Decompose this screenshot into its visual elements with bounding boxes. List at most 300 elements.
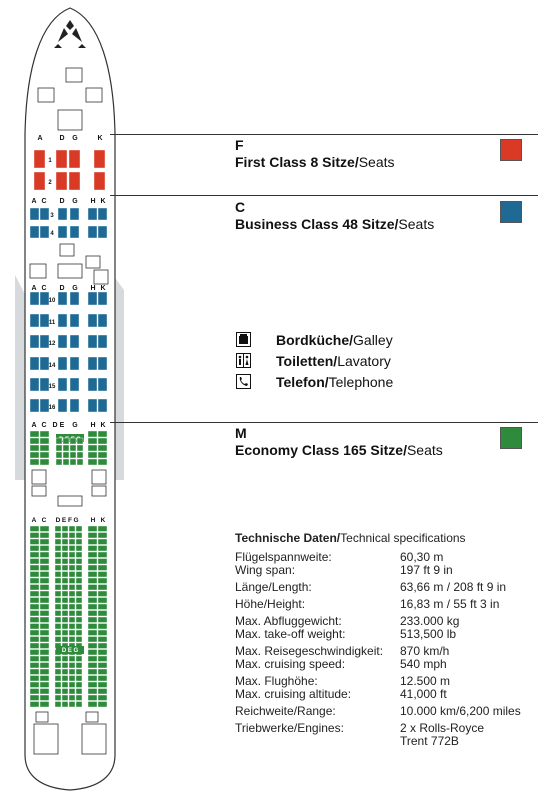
economy-class-seat <box>40 445 49 451</box>
economy-class-seat <box>98 624 107 630</box>
economy-class-seat <box>76 611 82 617</box>
economy-class-seat <box>40 656 49 662</box>
economy-class-seat <box>88 459 97 465</box>
economy-class-seat <box>62 585 68 591</box>
galley-block <box>32 486 46 496</box>
economy-class-seat <box>40 572 49 578</box>
economy-class-seat <box>69 552 75 558</box>
class-title: Business Class 48 Sitze/Seats <box>235 216 435 232</box>
economy-class-seat <box>88 650 97 656</box>
economy-class-seat <box>98 663 107 669</box>
economy-class-seat <box>88 572 97 578</box>
economy-class-seat <box>98 630 107 636</box>
seat-column-label: E <box>59 422 65 429</box>
first-class-swatch <box>500 139 522 161</box>
economy-class-seat <box>56 445 62 451</box>
lavatory-block <box>30 264 46 278</box>
business-class-seat <box>58 314 67 327</box>
seat-column-label: H <box>90 285 96 292</box>
economy-class-seat <box>76 682 82 688</box>
economy-class-seat <box>69 559 75 565</box>
economy-class-seat <box>98 598 107 604</box>
business-class-seat <box>58 357 67 370</box>
economy-class-seat <box>55 624 61 630</box>
galley-block <box>58 264 82 278</box>
economy-class-seat <box>98 643 107 649</box>
economy-class-seat <box>98 559 107 565</box>
economy-class-seat <box>76 676 82 682</box>
spec-label <box>235 722 405 735</box>
economy-class-seat <box>63 445 69 451</box>
spec-row <box>235 705 535 718</box>
galley-block <box>82 724 106 754</box>
economy-class-seat <box>40 676 49 682</box>
economy-class-seat <box>30 656 39 662</box>
class-code: C <box>235 199 246 215</box>
business-class-seat <box>30 357 39 370</box>
lavatory-block <box>32 470 46 484</box>
spec-label <box>235 705 405 718</box>
economy-class-seat <box>76 624 82 630</box>
economy-class-seat <box>55 656 61 662</box>
spec-label <box>235 598 405 611</box>
business-class-seat <box>58 226 67 238</box>
seat-column-label: K <box>97 135 103 142</box>
galley-block <box>58 110 82 130</box>
economy-class-seat <box>55 585 61 591</box>
economy-class-seat <box>30 591 39 597</box>
economy-class-seat <box>40 611 49 617</box>
economy-class-seat <box>88 702 97 708</box>
telephone-icon <box>236 374 251 389</box>
seat-column-label: C <box>41 198 47 205</box>
economy-class-seat <box>40 565 49 571</box>
economy-class-seat <box>40 643 49 649</box>
economy-class-seat <box>88 695 97 701</box>
spec-value <box>400 722 535 748</box>
economy-class-seat <box>76 637 82 643</box>
economy-class-seat <box>40 438 49 444</box>
economy-class-seat <box>40 585 49 591</box>
economy-class-seat <box>40 630 49 636</box>
economy-class-seat <box>63 452 69 458</box>
business-class-seat <box>98 314 107 327</box>
economy-class-seat <box>30 578 39 584</box>
business-class-seat <box>70 335 79 348</box>
economy-class-seat <box>76 598 82 604</box>
spec-value-line: 233.000 kg <box>400 614 460 628</box>
spec-value-line: Trent 772B <box>400 734 459 748</box>
spec-value-line: 60,30 m <box>400 550 444 564</box>
business-class-seat <box>88 208 97 220</box>
spec-row <box>235 581 535 594</box>
lavatory-block <box>94 270 108 284</box>
business-class-seat <box>40 314 49 327</box>
spec-row <box>235 615 535 641</box>
galley-icon <box>236 332 251 347</box>
economy-class-seat <box>76 617 82 623</box>
economy-class-seat <box>55 578 61 584</box>
economy-class-seat <box>69 565 75 571</box>
seat-column-label: D <box>55 517 61 524</box>
economy-class-seat <box>88 669 97 675</box>
spec-value <box>400 615 535 641</box>
seat-column-label: H <box>90 517 96 524</box>
first-class-seat <box>94 150 105 168</box>
economy-class-seat <box>76 578 82 584</box>
economy-class-seat <box>55 617 61 623</box>
business-class-seat <box>70 378 79 391</box>
economy-class-seat <box>98 689 107 695</box>
economy-class-seat <box>69 539 75 545</box>
economy-class-seat <box>62 702 68 708</box>
economy-class-seat <box>98 695 107 701</box>
economy-class-seat <box>98 669 107 675</box>
spec-value <box>400 581 535 594</box>
seat-column-label: D <box>59 285 65 292</box>
economy-class-seat <box>98 459 107 465</box>
economy-class-seat <box>40 689 49 695</box>
business-class-seat <box>40 292 49 305</box>
business-class-seat <box>70 226 79 238</box>
aircraft-seat-map <box>0 0 230 791</box>
economy-class-seat <box>76 585 82 591</box>
spec-label-line: Max. cruising speed: <box>235 657 346 671</box>
economy-class-seat <box>88 526 97 532</box>
seat-column-label: A <box>31 517 37 524</box>
row-number: 4 <box>50 231 54 237</box>
class-business <box>235 199 434 233</box>
economy-class-seat <box>98 656 107 662</box>
economy-class-seat <box>88 682 97 688</box>
economy-class-seat <box>40 669 49 675</box>
economy-class-seat <box>30 546 39 552</box>
economy-class-seat <box>62 656 68 662</box>
economy-class-seat <box>98 676 107 682</box>
economy-class-seat <box>56 459 62 465</box>
business-class-seat <box>88 399 97 412</box>
telephone-block <box>86 256 100 268</box>
business-class-seat <box>70 208 79 220</box>
economy-class-seat <box>30 585 39 591</box>
economy-class-seat <box>62 533 68 539</box>
galley-block <box>60 244 74 256</box>
economy-class-seat <box>62 572 68 578</box>
economy-class-seat <box>30 695 39 701</box>
economy-class-seat <box>76 546 82 552</box>
economy-class-seat <box>77 452 83 458</box>
seat-column-label: C <box>41 285 47 292</box>
row-number: 16 <box>48 405 56 411</box>
seat-column-label: D <box>59 198 65 205</box>
business-class-seat <box>30 292 39 305</box>
technical-specifications <box>235 531 535 752</box>
divider-business <box>110 195 538 196</box>
economy-class-seat <box>40 533 49 539</box>
economy-class-seat <box>55 637 61 643</box>
business-class-seat <box>98 399 107 412</box>
economy-class-seat <box>76 702 82 708</box>
spec-label-line: Triebwerke/Engines: <box>235 721 344 735</box>
economy-class-seat <box>98 539 107 545</box>
economy-class-seat <box>30 637 39 643</box>
specs-heading: Technische Daten/Technical specifications <box>235 531 466 545</box>
economy-class-seat <box>98 585 107 591</box>
economy-class-seat <box>70 445 76 451</box>
first-class-seat <box>69 172 80 190</box>
economy-class-seat <box>55 598 61 604</box>
economy-class-seat <box>62 695 68 701</box>
economy-class-seat <box>40 459 49 465</box>
spec-label-line: Max. cruising altitude: <box>235 687 352 701</box>
legend-label: Bordküche/Galley <box>276 332 393 348</box>
economy-class-seat <box>62 630 68 636</box>
economy-class-seat <box>62 591 68 597</box>
business-class-seat <box>58 292 67 305</box>
spec-row <box>235 722 535 748</box>
seat-column-label: A <box>31 198 37 205</box>
economy-class-seat <box>30 682 39 688</box>
economy-class-seat <box>30 565 39 571</box>
economy-class-seat <box>63 459 69 465</box>
legend-label: Toiletten/Lavatory <box>276 353 391 369</box>
economy-class-seat <box>55 591 61 597</box>
business-class-seat <box>88 335 97 348</box>
economy-class-seat <box>69 604 75 610</box>
economy-class-seat <box>69 637 75 643</box>
spec-label <box>235 615 405 641</box>
business-class-seat <box>30 226 39 238</box>
seat-column-label: G <box>73 517 79 524</box>
economy-class-seat <box>55 663 61 669</box>
economy-class-seat <box>55 702 61 708</box>
economy-class-seat <box>76 559 82 565</box>
economy-class-seat <box>98 702 107 708</box>
economy-class-seat <box>30 624 39 630</box>
row-number: 14 <box>48 363 56 369</box>
economy-class-seat <box>62 669 68 675</box>
economy-class-seat <box>88 578 97 584</box>
economy-class-seat <box>76 630 82 636</box>
economy-class-seat <box>40 431 49 437</box>
economy-class-seat <box>62 611 68 617</box>
economy-class-seat <box>62 637 68 643</box>
economy-class-seat <box>88 452 97 458</box>
spec-label-line: Max. take-off weight: <box>235 627 346 641</box>
economy-class-seat <box>40 578 49 584</box>
economy-class-seat <box>55 572 61 578</box>
economy-class-seat <box>55 682 61 688</box>
economy-class-seat <box>88 656 97 662</box>
class-first <box>235 137 395 171</box>
seat-column-label: C <box>41 517 47 524</box>
business-class-seat <box>40 226 49 238</box>
center-seat-letters: D E G <box>61 648 79 654</box>
galley-block <box>34 724 58 754</box>
first-class-seat <box>34 150 45 168</box>
economy-class-seat <box>98 611 107 617</box>
spec-label-line: Max. Flughöhe: <box>235 674 318 688</box>
economy-class-seat <box>69 578 75 584</box>
seat-column-label: K <box>100 422 106 429</box>
economy-class-seat <box>98 526 107 532</box>
economy-class-seat <box>77 438 83 444</box>
economy-class-seat <box>76 591 82 597</box>
economy-class-seat <box>40 702 49 708</box>
economy-class-seat <box>98 552 107 558</box>
economy-class-seat <box>62 676 68 682</box>
economy-class-seat <box>30 559 39 565</box>
seat-column-label: G <box>72 422 78 429</box>
economy-class-seat <box>98 650 107 656</box>
spec-value <box>400 551 535 577</box>
business-class-seat <box>70 314 79 327</box>
spec-value-line: 870 km/h <box>400 644 450 658</box>
class-title: Economy Class 165 Sitze/Seats <box>235 442 443 458</box>
spec-label-line: Höhe/Height: <box>235 597 306 611</box>
business-class-seat <box>98 292 107 305</box>
economy-class-seat <box>88 438 97 444</box>
row-number: 12 <box>48 341 56 347</box>
business-class-seat <box>40 335 49 348</box>
economy-class-seat <box>62 604 68 610</box>
economy-class-seat <box>55 533 61 539</box>
spec-value-line: 513,500 lb <box>400 627 457 641</box>
seat-column-label: H <box>90 198 96 205</box>
economy-class-seat <box>62 546 68 552</box>
lavatory-block <box>38 88 54 102</box>
seat-column-label: A <box>31 422 37 429</box>
economy-class-seat <box>55 604 61 610</box>
economy-class-seat <box>69 591 75 597</box>
economy-class-seat <box>62 663 68 669</box>
economy-class-seat <box>98 604 107 610</box>
seat-column-label: A <box>37 135 43 142</box>
economy-class-seat <box>98 438 107 444</box>
spec-label <box>235 581 405 594</box>
economy-class-seat <box>55 695 61 701</box>
economy-class-seat <box>69 656 75 662</box>
business-class-seat <box>30 399 39 412</box>
economy-class-seat <box>76 539 82 545</box>
economy-class-seat <box>98 452 107 458</box>
business-class-seat <box>58 335 67 348</box>
economy-class-seat <box>55 539 61 545</box>
economy-class-seat <box>88 565 97 571</box>
economy-class-seat <box>55 526 61 532</box>
telephone-block <box>36 712 48 722</box>
economy-class-seat <box>88 539 97 545</box>
economy-class-seat <box>69 630 75 636</box>
business-class-seat <box>30 335 39 348</box>
economy-class-seat <box>56 452 62 458</box>
economy-class-seat <box>62 598 68 604</box>
spec-value-line: 540 mph <box>400 657 447 671</box>
economy-class-seat <box>69 682 75 688</box>
spec-list <box>235 551 535 748</box>
spec-label <box>235 551 405 577</box>
row-number: 1 <box>48 158 52 164</box>
lavatory-block <box>58 496 82 506</box>
business-class-seat <box>58 399 67 412</box>
economy-class-seat <box>30 552 39 558</box>
economy-class-seat <box>40 559 49 565</box>
economy-class-seat <box>76 695 82 701</box>
spec-row <box>235 675 535 701</box>
business-class-seat <box>70 399 79 412</box>
business-class-seat <box>88 378 97 391</box>
class-economy <box>235 425 443 459</box>
economy-class-seat <box>88 643 97 649</box>
economy-class-seat <box>55 611 61 617</box>
economy-class-seat <box>98 445 107 451</box>
economy-class-seat <box>98 591 107 597</box>
spec-label-line: Max. Abfluggewicht: <box>235 614 342 628</box>
economy-class-seat <box>62 617 68 623</box>
row-number: 2 <box>48 180 52 186</box>
business-class-seat <box>98 208 107 220</box>
economy-class-seat <box>40 452 49 458</box>
economy-class-seat <box>98 565 107 571</box>
business-class-seat <box>88 357 97 370</box>
lavatory-icon <box>236 353 251 368</box>
class-code: M <box>235 425 247 441</box>
economy-class-seat <box>98 682 107 688</box>
economy-class-seat <box>30 431 39 437</box>
seat-column-label: K <box>100 285 106 292</box>
divider-economy <box>110 422 538 423</box>
business-class-seat <box>70 357 79 370</box>
economy-class-seat <box>88 689 97 695</box>
lavatory-block <box>86 88 102 102</box>
legend-label: Telefon/Telephone <box>276 374 394 390</box>
economy-class-seat <box>40 617 49 623</box>
economy-class-seat <box>40 546 49 552</box>
seat-column-label: D <box>59 135 65 142</box>
business-class-seat <box>88 226 97 238</box>
spec-value <box>400 705 535 718</box>
economy-class-seat <box>88 617 97 623</box>
economy-class-seat <box>88 591 97 597</box>
economy-class-seat <box>62 682 68 688</box>
economy-class-seat <box>40 695 49 701</box>
seat-column-label: G <box>72 285 78 292</box>
spec-label-line: Länge/Length: <box>235 580 312 594</box>
economy-class-seat <box>88 630 97 636</box>
seat-column-label: A <box>31 285 37 292</box>
economy-class-seat <box>76 572 82 578</box>
economy-class-seat <box>30 572 39 578</box>
economy-class-seat <box>76 533 82 539</box>
economy-class-seat <box>88 624 97 630</box>
economy-class-seat <box>88 604 97 610</box>
economy-class-seat <box>69 598 75 604</box>
economy-class-seat <box>88 637 97 643</box>
economy-class-seat <box>62 565 68 571</box>
business-class-seat <box>30 314 39 327</box>
economy-class-seat <box>69 526 75 532</box>
economy-class-seat <box>30 689 39 695</box>
business-class-seat <box>88 314 97 327</box>
business-class-seat <box>98 335 107 348</box>
first-class-seat <box>69 150 80 168</box>
economy-class-seat <box>55 559 61 565</box>
economy-class-seat <box>69 689 75 695</box>
economy-class-seat <box>69 572 75 578</box>
economy-class-seat <box>40 637 49 643</box>
business-class-seat <box>98 378 107 391</box>
spec-value-line: 41,000 ft <box>400 687 447 701</box>
